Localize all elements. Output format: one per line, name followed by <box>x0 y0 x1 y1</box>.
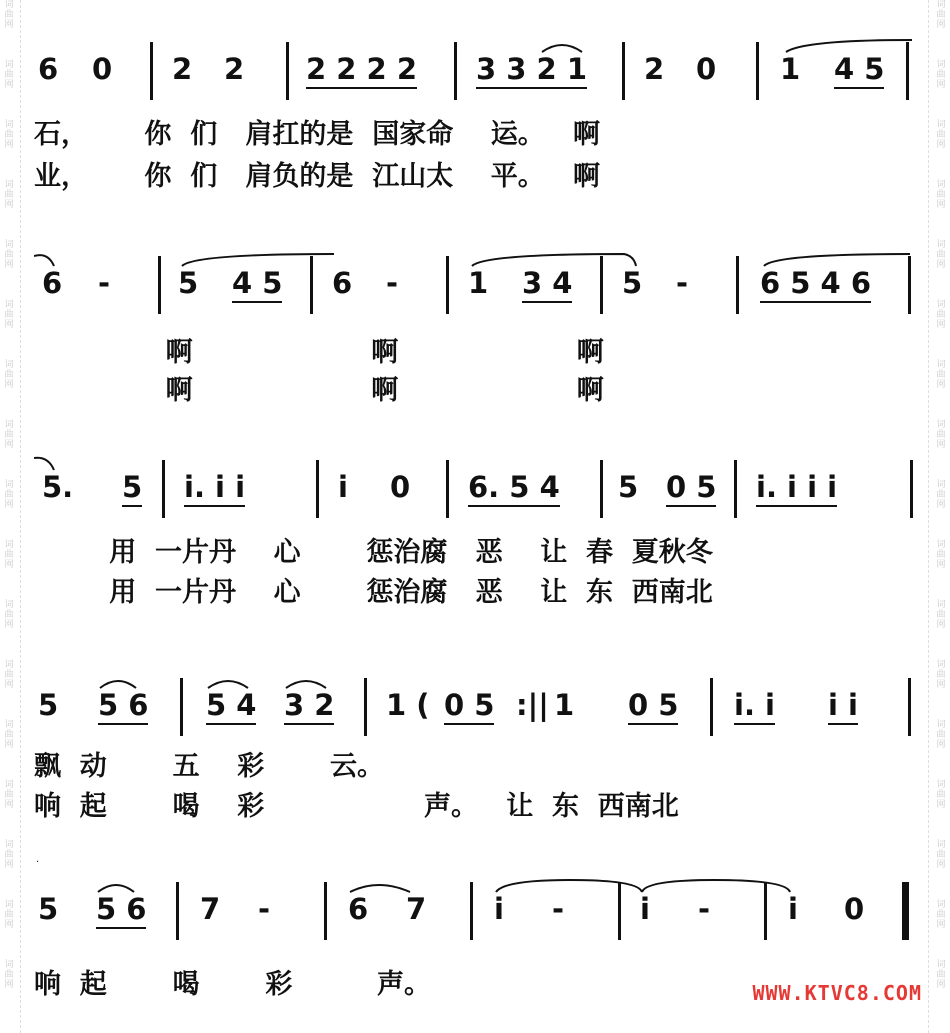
note: i <box>494 892 504 926</box>
note: 5 <box>38 892 59 926</box>
note: 7 <box>406 892 427 926</box>
note: 1 <box>468 266 489 300</box>
note: 5 <box>178 266 199 300</box>
note: i <box>338 470 348 504</box>
note-group: i. i i i <box>756 470 837 507</box>
notation-line <box>34 456 914 516</box>
note: - <box>98 266 111 300</box>
note-group: 5 4 <box>206 688 256 725</box>
right-margin-line <box>928 0 930 1033</box>
note: 6 <box>348 892 369 926</box>
note: 5 <box>618 470 639 504</box>
note: - <box>698 892 711 926</box>
left-margin-watermark: 词 曲 网 词 曲 网 词 曲 网 词 曲 网 词 曲 网 词 曲 网 词 曲 网 词 曲 网 词 曲 网 词 曲 网 词 曲 网 词 曲 网 词 曲 网 词 曲 网 词 曲 网 词 曲 网 词 曲 网 <box>4 0 14 990</box>
lyric-verse-1: 啊 啊 啊 <box>34 337 604 368</box>
note-group: 3 3 2 1 <box>476 52 587 89</box>
note: 0 <box>390 470 411 504</box>
note: 6 <box>332 266 353 300</box>
note-group: i. i <box>734 688 775 725</box>
note: 2 <box>224 52 245 86</box>
note: 1 ( <box>386 688 430 722</box>
note-group: 3 4 <box>522 266 572 303</box>
note: 6 <box>38 52 59 86</box>
lyric-verse-2: 响 起 喝 彩 声。 让 东 西南北 <box>34 791 679 822</box>
right-margin-watermark: 词 曲 网 词 曲 网 词 曲 网 词 曲 网 词 曲 网 词 曲 网 词 曲 网 词 曲 网 词 曲 网 词 曲 网 词 曲 网 词 曲 网 词 曲 网 词 曲 网 词 曲 网 词 曲 网 词 曲 网 <box>936 0 946 990</box>
note: - <box>552 892 565 926</box>
lyric-verse-1: 响 起 喝 彩 声。 <box>34 969 431 1000</box>
note: 5 <box>122 470 142 507</box>
note-group: 4 5 <box>834 52 884 89</box>
note-group: 0 5 <box>628 688 678 725</box>
note-group: 0 5 <box>444 688 494 725</box>
note: 0 <box>844 892 865 926</box>
lyric-verse-1: 飘 动 五 彩 云。 <box>34 751 384 782</box>
note: 1 <box>554 688 575 722</box>
notation-line <box>34 252 914 312</box>
lyric-verse-1: 石， 你 们 肩扛的是 国家命 运。 啊 <box>34 119 600 150</box>
note: 2 <box>172 52 193 86</box>
lyric-verse-2: 用 一片丹 心 惩治腐 恶 让 东 西南北 <box>34 577 713 608</box>
note: - <box>676 266 689 300</box>
note: i <box>788 892 798 926</box>
note: - <box>258 892 271 926</box>
note: 6 <box>42 266 63 300</box>
slur-marks <box>34 456 914 476</box>
note-group: 5 6 <box>98 688 148 725</box>
note: 2 <box>644 52 665 86</box>
lyric-verse-2: 啊 啊 啊 <box>34 375 604 406</box>
note: i <box>640 892 650 926</box>
stray-mark: · <box>36 857 40 868</box>
note-group: 6. 5 4 <box>468 470 560 507</box>
note: - <box>386 266 399 300</box>
note-group: i i <box>828 688 858 725</box>
note-group: 0 5 <box>666 470 716 507</box>
repeat-sign: :|| <box>516 688 549 722</box>
note: 0 <box>696 52 717 86</box>
note-group: 5 6 <box>96 892 146 929</box>
note-group: 4 5 <box>232 266 282 303</box>
note-group: i. i i <box>184 470 245 507</box>
note: 5. <box>42 470 74 504</box>
note-group: 3 2 <box>284 688 334 725</box>
lyric-verse-2: 业， 你 们 肩负的是 江山太 平。 啊 <box>34 161 600 192</box>
note: 5 <box>38 688 59 722</box>
note-group: 6 5 4 6 <box>760 266 871 303</box>
note: 1 <box>780 52 801 86</box>
lyric-verse-1: 用 一片丹 心 惩治腐 恶 让 春 夏秋冬 <box>34 537 713 568</box>
slur-marks <box>34 878 914 898</box>
notation-line <box>34 878 914 938</box>
note: 7 <box>200 892 221 926</box>
notation-line <box>34 674 914 734</box>
left-margin-line <box>20 0 22 1033</box>
slur-marks <box>34 674 914 694</box>
note: 5 <box>622 266 643 300</box>
note: 0 <box>92 52 113 86</box>
slur-marks <box>34 38 914 58</box>
note-group: 2 2 2 2 <box>306 52 417 89</box>
slur-marks <box>34 252 914 272</box>
notation-line <box>34 38 914 98</box>
site-watermark: WWW.KTVC8.COM <box>752 981 922 1005</box>
